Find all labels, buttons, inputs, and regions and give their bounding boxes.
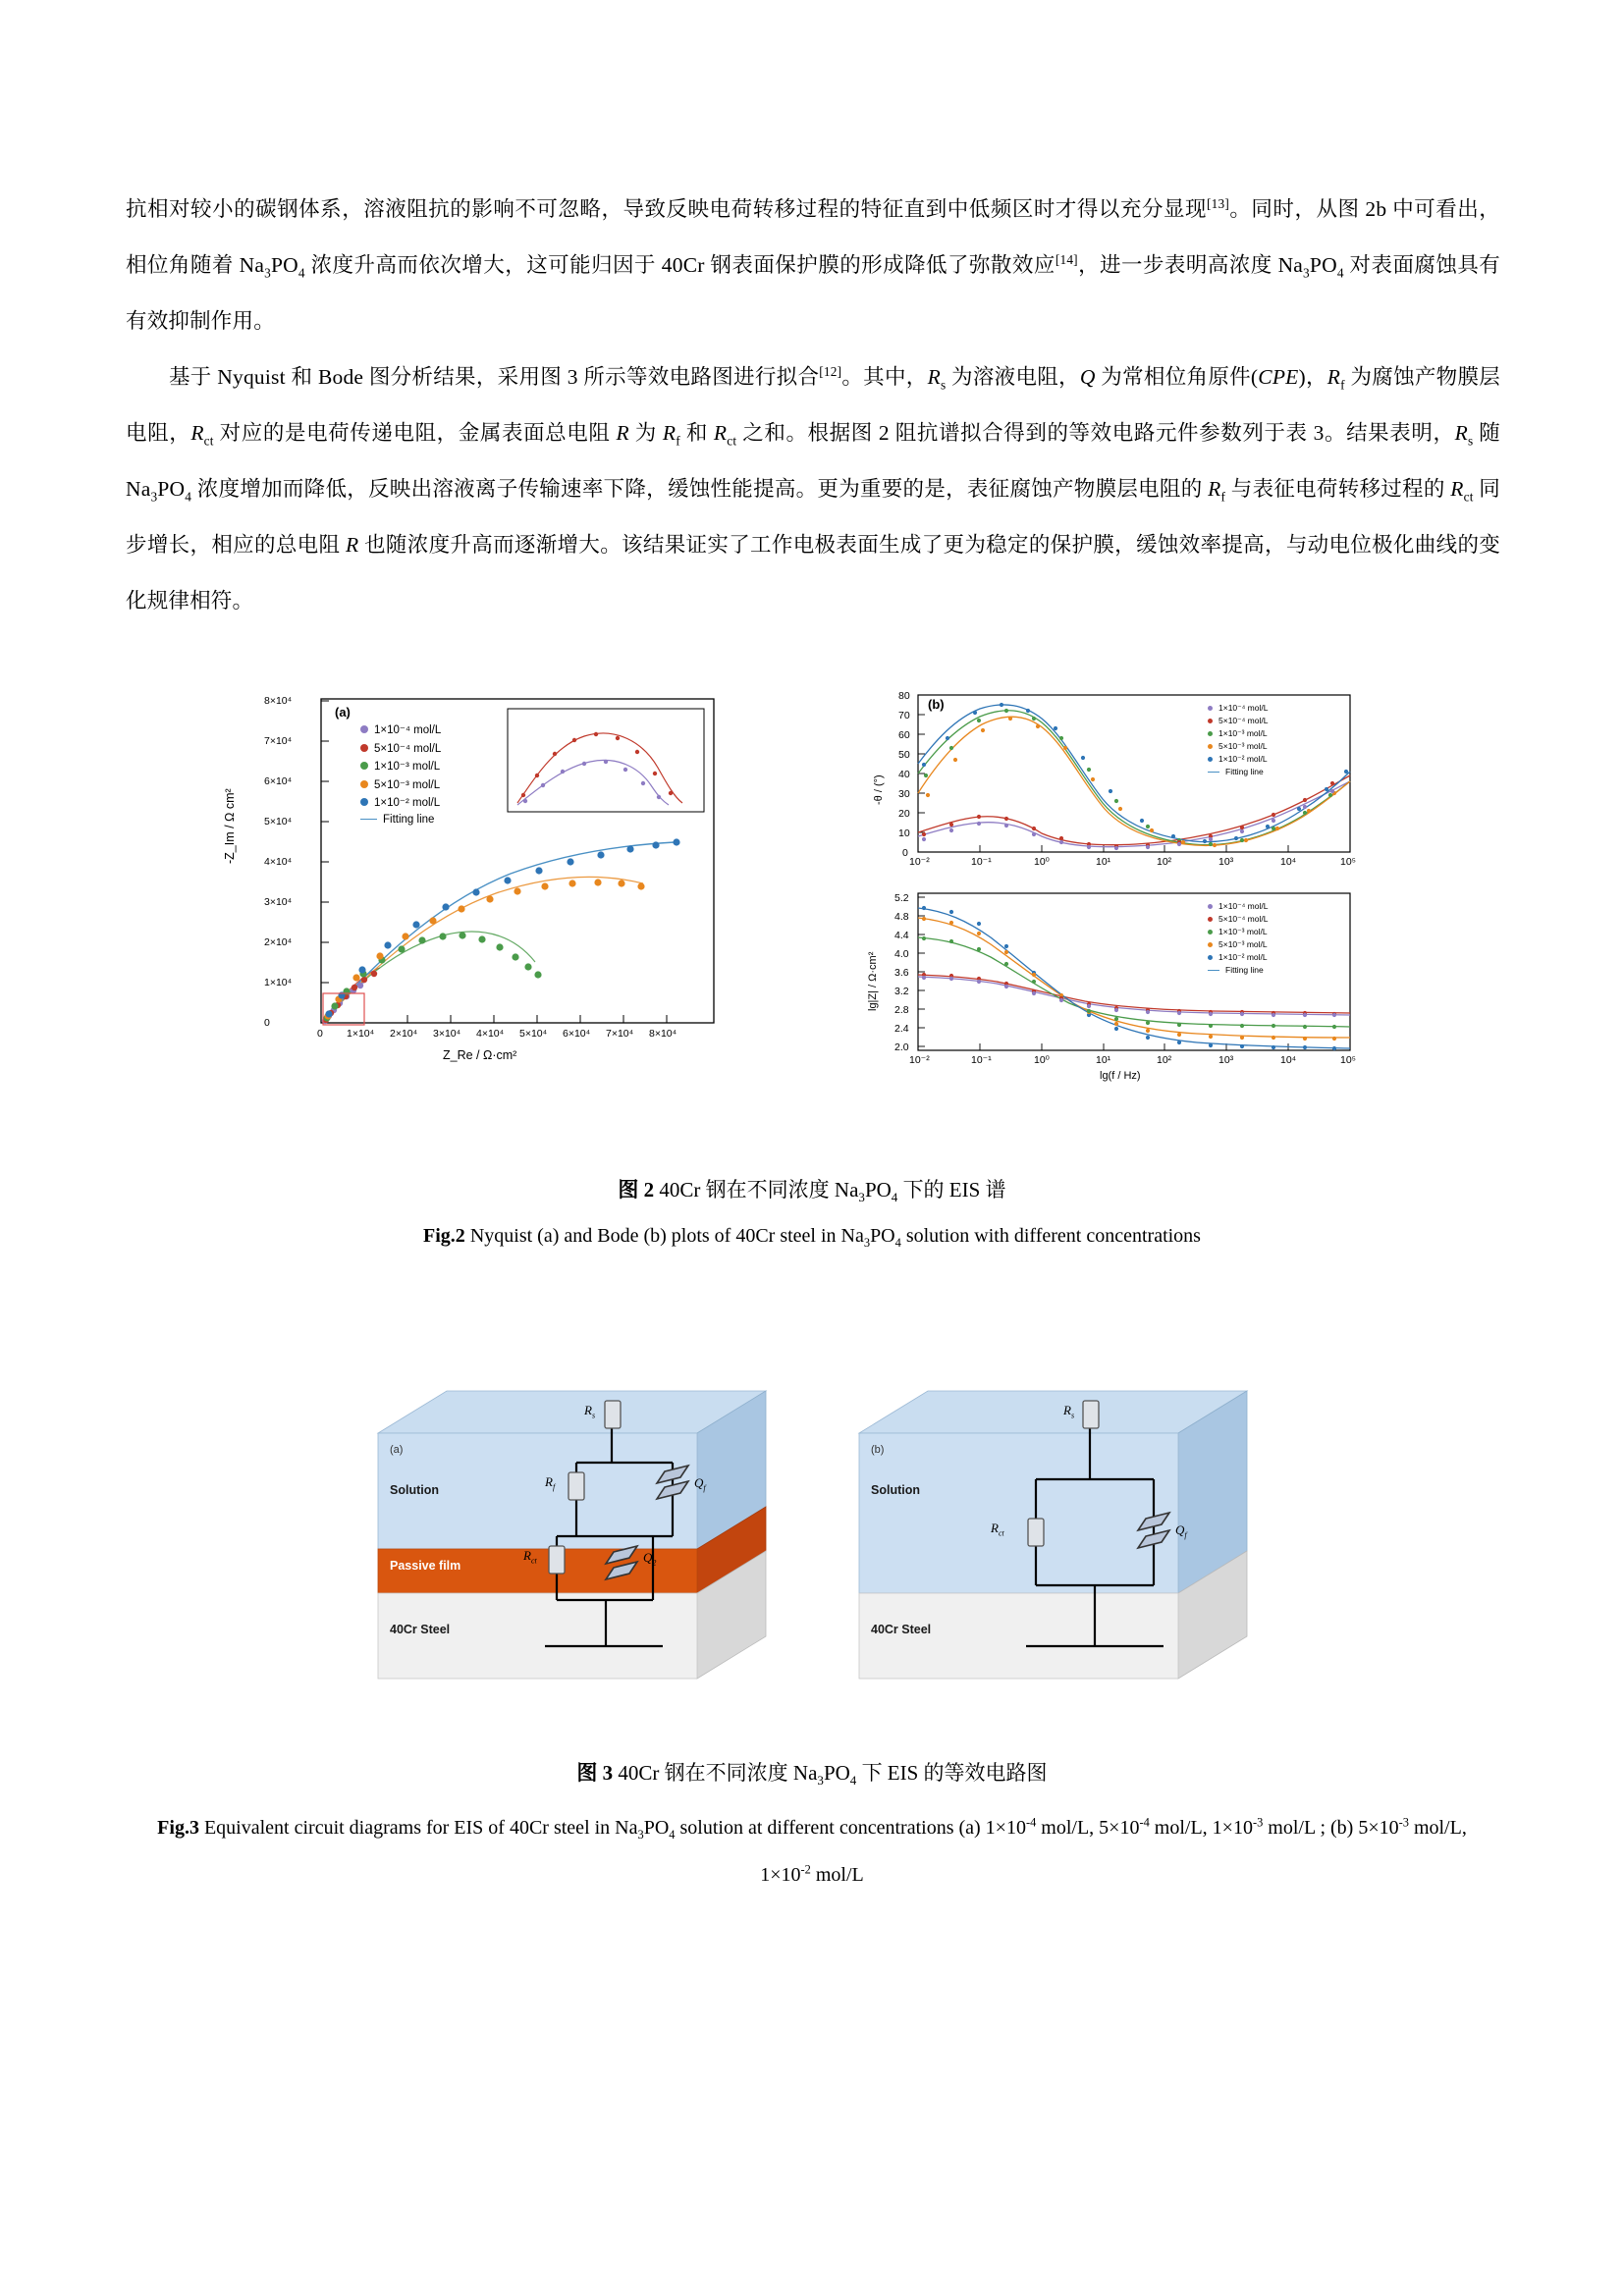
x-tick: 10³ xyxy=(1218,856,1234,868)
y-tick: 3.2 xyxy=(894,986,909,997)
y-tick: 2.0 xyxy=(894,1041,909,1053)
fig3-panel-b-tag: (b) xyxy=(871,1444,885,1456)
x-tick: 10¹ xyxy=(1096,1054,1111,1066)
y-tick: 50 xyxy=(898,749,910,761)
circuit-label-rs-b: $R_s$ xyxy=(1063,1403,1075,1420)
legend-item: 5×10⁻⁴ mol/L xyxy=(1208,716,1268,726)
panel-b-tag: (b) xyxy=(928,697,945,712)
x-tick: 5×10⁴ xyxy=(519,1028,548,1040)
legend-item: 1×10⁻⁴ mol/L xyxy=(360,722,441,736)
legend-item: 5×10⁻⁴ mol/L xyxy=(1208,914,1268,925)
x-tick: 10⁻² xyxy=(909,1054,930,1066)
legend-item: 1×10⁻⁴ mol/L xyxy=(1208,703,1268,714)
y-tick: 7×10⁴ xyxy=(264,735,293,747)
paragraph-1: 抗相对较小的碳钢体系，溶液阻抗的影响不可忽略，导致反映电荷转移过程的特征直到中低频区时才得以充分显现[13]。同时，从图 2b 中可看出，相位角随着 $Na_3PO_4$ 浓度升高而依次增大，这可能归因于 40Cr 钢表面保护膜的形成降低了弥散效应[14]，进一步表明高浓度 $Na_3PO_4$ 对表面腐蚀具有有效抑制作用。 xyxy=(126,195,1500,333)
equivalent-circuit-diagrams xyxy=(349,1369,1276,1708)
y-tick: 0 xyxy=(264,1017,270,1029)
article-body xyxy=(126,182,1500,629)
x-tick: 10¹ xyxy=(1096,856,1111,868)
circuit-label-qf: $Q_f$ xyxy=(1175,1522,1187,1540)
x-tick: 10⁰ xyxy=(1034,856,1050,868)
x-tick: 10⁴ xyxy=(1280,856,1297,868)
y-tick: 3.6 xyxy=(894,967,909,979)
x-tick: 2×10⁴ xyxy=(390,1028,418,1040)
x-tick: 10⁻¹ xyxy=(971,856,992,868)
nyquist-plot xyxy=(223,687,741,1099)
x-tick: 10⁴ xyxy=(1280,1054,1297,1066)
legend-item: 1×10⁻⁴ mol/L xyxy=(1208,901,1268,912)
circuit-label-q1: $Q_f$ xyxy=(694,1475,706,1493)
y-tick: 60 xyxy=(898,729,910,741)
y-tick: 5×10⁴ xyxy=(264,816,293,828)
x-tick: 10² xyxy=(1157,1054,1172,1066)
y-tick: 6×10⁴ xyxy=(264,775,293,787)
circuit-label-rct-a: $R_{ct}$ xyxy=(523,1548,537,1566)
x-tick: 6×10⁴ xyxy=(563,1028,591,1040)
x-tick: 10⁻² xyxy=(909,856,930,868)
circuit-label-rf: $R_f$ xyxy=(545,1474,556,1492)
bode-phase-legend xyxy=(1208,703,1268,778)
x-tick: 4×10⁴ xyxy=(476,1028,505,1040)
bode-svg xyxy=(859,687,1389,1099)
figure-3-caption-en: Fig.3 Equivalent circuit diagrams for EIS of 40Cr steel in $Na_3PO_4$ solution at different concentrations (a) $1\times 10^{-4}$ mol/L, $5\times 10^{-4}$ mol/L, $1\times 10^{-3}$ mol/L ; (b) $5\times 10^{-3}$ mol/L, $1\times 10^{-2}$ mol/L xyxy=(157,1815,1467,1886)
x-tick: 7×10⁴ xyxy=(606,1028,634,1040)
y-tick: 2.8 xyxy=(894,1004,909,1016)
y-tick: 4×10⁴ xyxy=(264,856,293,868)
y-tick: 80 xyxy=(898,690,910,702)
legend-item: 1×10⁻³ mol/L xyxy=(1208,728,1268,739)
circuit-label-rs-a: $R_s$ xyxy=(584,1403,596,1420)
x-tick: 10⁵ xyxy=(1340,1054,1357,1066)
x-tick: 1×10⁴ xyxy=(347,1028,375,1040)
figure-3 xyxy=(349,1369,1276,1708)
y-tick: 70 xyxy=(898,710,910,721)
x-tick: 10⁵ xyxy=(1340,856,1357,868)
bode-modulus-legend xyxy=(1208,901,1268,977)
y-tick: 5.2 xyxy=(894,892,909,904)
x-tick: 10⁰ xyxy=(1034,1054,1050,1066)
legend-item: 5×10⁻⁴ mol/L xyxy=(360,741,441,755)
y-tick: 40 xyxy=(898,769,910,780)
x-tick: 3×10⁴ xyxy=(433,1028,461,1040)
y-tick: 3×10⁴ xyxy=(264,896,293,908)
y-tick: 10 xyxy=(898,828,910,839)
modulus-x-axis-title: lg(f / Hz) xyxy=(1100,1070,1141,1082)
figure-2-caption-cn: 图 2 40Cr 钢在不同浓度 $Na_3PO_4$ 下的 EIS 谱 xyxy=(618,1178,1006,1205)
legend-item: 5×10⁻³ mol/L xyxy=(1208,939,1268,950)
layer-label-steel-b: 40Cr Steel xyxy=(871,1623,932,1636)
legend-item: 5×10⁻³ mol/L xyxy=(360,777,441,791)
nyquist-x-axis-title: Z_Re / Ω·cm² xyxy=(443,1048,517,1062)
x-tick: 10⁻¹ xyxy=(971,1054,992,1066)
y-tick: 1×10⁴ xyxy=(264,977,293,988)
y-tick: 8×10⁴ xyxy=(264,695,293,707)
bode-plots xyxy=(859,687,1389,1099)
y-tick: 4.0 xyxy=(894,948,909,960)
legend-item: 1×10⁻² mol/L xyxy=(1208,952,1268,963)
layer-label-solution-a: Solution xyxy=(390,1483,439,1497)
nyquist-legend xyxy=(360,722,441,829)
legend-item: 5×10⁻³ mol/L xyxy=(1208,741,1268,752)
legend-item: Fitting line xyxy=(360,814,441,826)
y-tick: 4.4 xyxy=(894,930,909,941)
legend-item: 1×10⁻³ mol/L xyxy=(360,759,441,773)
circuit-label-q2: $Q_2$ xyxy=(643,1550,657,1568)
nyquist-y-axis-title: -Z_Im / Ω cm² xyxy=(223,788,237,864)
y-tick: 20 xyxy=(898,808,910,820)
y-tick: 2.4 xyxy=(894,1023,909,1035)
legend-item: 1×10⁻² mol/L xyxy=(360,795,441,809)
y-tick: 0 xyxy=(902,847,908,859)
figure-2 xyxy=(223,687,1389,1109)
legend-item: Fitting line xyxy=(1208,965,1268,975)
modulus-y-axis-title: lg|Z| / Ω·cm² xyxy=(867,951,879,1011)
figure-3-caption-cn: 图 3 40Cr 钢在不同浓度 $Na_3PO_4$ 下 EIS 的等效电路图 xyxy=(576,1761,1048,1789)
x-tick: 10² xyxy=(1157,856,1172,868)
phase-y-axis-title: -θ / (°) xyxy=(873,774,885,805)
figure-2-caption-en: Fig.2 Nyquist (a) and Bode (b) plots of 40Cr steel in $Na_3PO_4$ solution with different concentrations xyxy=(423,1225,1201,1250)
y-tick: 30 xyxy=(898,788,910,800)
circuit-label-rct-b: $R_{ct}$ xyxy=(991,1521,1004,1538)
layer-label-passive-film: Passive film xyxy=(390,1559,461,1573)
legend-item: Fitting line xyxy=(1208,767,1268,776)
paragraph-2: 基于 Nyquist 和 Bode 图分析结果，采用图 3 所示等效电路图进行拟合[12]。其中，$R_s$ 为溶液电阻，Q 为常相位角原件(CPE)，$R_f$ 为腐蚀产物膜层电阻，$R_{ct}$ 对应的是电荷传递电阻，金属表面总电阻 R 为 $R_f$ 和 $R_{ct}$ 之和。根据图 2 阻抗谱拟合得到的等效电路元件参数列于表 3。结果表明，$R_s$ 随 $Na_3PO_4$ 浓度增加而降低，反映出溶液离子传输速率下降，缓蚀性能提高。更为重要的是，表征腐蚀产物膜层电阻的 $R_f$ 与表征电荷转移过程的 $R_{ct}$ 同步增长，相应的总电阻 R 也随浓度升高而逐渐增大。该结果证实了工作电极表面生成了更为稳定的保护膜，缓蚀效率提高，与动电位极化曲线的变化规律相符。 xyxy=(126,363,1501,613)
fig3-panel-a-tag: (a) xyxy=(390,1444,404,1456)
x-tick: 10³ xyxy=(1218,1054,1234,1066)
x-tick: 0 xyxy=(317,1028,323,1040)
layer-label-steel-a: 40Cr Steel xyxy=(390,1623,451,1636)
layer-label-solution-b: Solution xyxy=(871,1483,920,1497)
legend-item: 1×10⁻² mol/L xyxy=(1208,754,1268,765)
legend-item: 1×10⁻³ mol/L xyxy=(1208,927,1268,937)
x-tick: 8×10⁴ xyxy=(649,1028,677,1040)
y-tick: 4.8 xyxy=(894,911,909,923)
y-tick: 2×10⁴ xyxy=(264,936,293,948)
panel-a-tag: (a) xyxy=(335,705,351,720)
